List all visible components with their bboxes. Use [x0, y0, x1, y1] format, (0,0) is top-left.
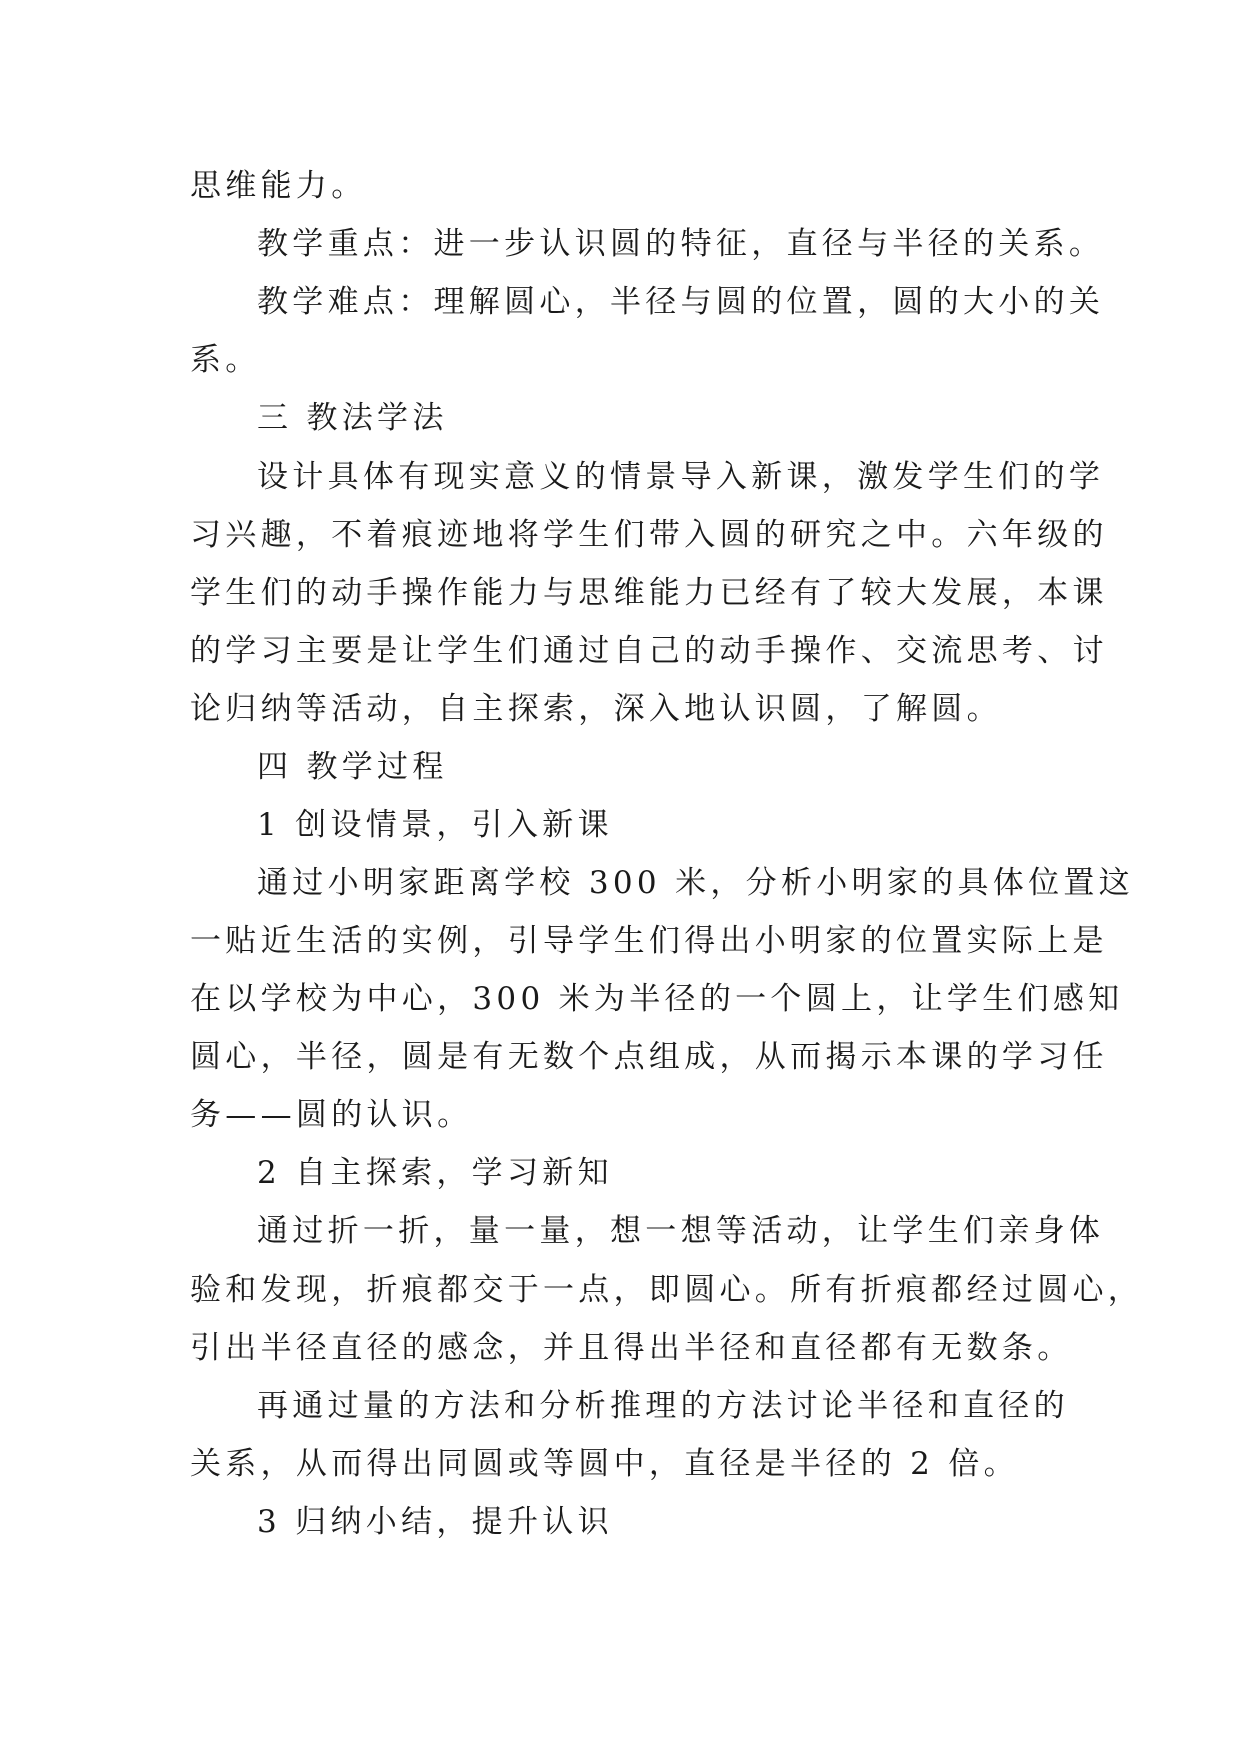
text-line: 通过小明家距离学校 300 米，分析小明家的具体位置这 [257, 865, 1134, 901]
text-line: 教学重点：进一步认识圆的特征，直径与半径的关系。 [257, 226, 1105, 262]
section-heading: 四 教学过程 [257, 749, 448, 785]
subsection-heading: 2 自主探索，学习新知 [257, 1155, 613, 1191]
text-line: 关系，从而得出同圆或等圆中，直径是半径的 2 倍。 [190, 1446, 1019, 1482]
text-line: 在以学校为中心，300 米为半径的一个圆上，让学生们感知 [190, 981, 1124, 1017]
subsection-heading: 1 创设情景，引入新课 [257, 807, 613, 843]
section-heading: 三 教法学法 [257, 400, 448, 436]
text-line: 设计具体有现实意义的情景导入新课，激发学生们的学 [257, 459, 1105, 495]
text-line: 系。 [190, 342, 261, 378]
text-line: 再通过量的方法和分析推理的方法讨论半径和直径的 [257, 1388, 1069, 1424]
text-line: 论归纳等活动，自主探索，深入地认识圆，了解圆。 [190, 691, 1002, 727]
text-line: 务——圆的认识。 [190, 1097, 473, 1133]
text-line: 一贴近生活的实例，引导学生们得出小明家的位置实际上是 [190, 923, 1108, 959]
text-line: 圆心，半径，圆是有无数个点组成，从而揭示本课的学习任 [190, 1039, 1108, 1075]
text-line: 验和发现，折痕都交于一点，即圆心。所有折痕都经过圆心， [190, 1272, 1144, 1308]
text-line: 通过折一折，量一量，想一想等活动，让学生们亲身体 [257, 1213, 1105, 1249]
text-line: 教学难点：理解圆心，半径与圆的位置，圆的大小的关 [257, 284, 1105, 320]
text-line: 习兴趣，不着痕迹地将学生们带入圆的研究之中。六年级的 [190, 517, 1108, 553]
text-line: 的学习主要是让学生们通过自己的动手操作、交流思考、讨 [190, 633, 1108, 669]
text-line: 引出半径直径的感念，并且得出半径和直径都有无数条。 [190, 1330, 1073, 1366]
subsection-heading: 3 归纳小结，提升认识 [257, 1504, 613, 1540]
text-line: 思维能力。 [190, 168, 367, 204]
text-line: 学生们的动手操作能力与思维能力已经有了较大发展，本课 [190, 575, 1108, 611]
